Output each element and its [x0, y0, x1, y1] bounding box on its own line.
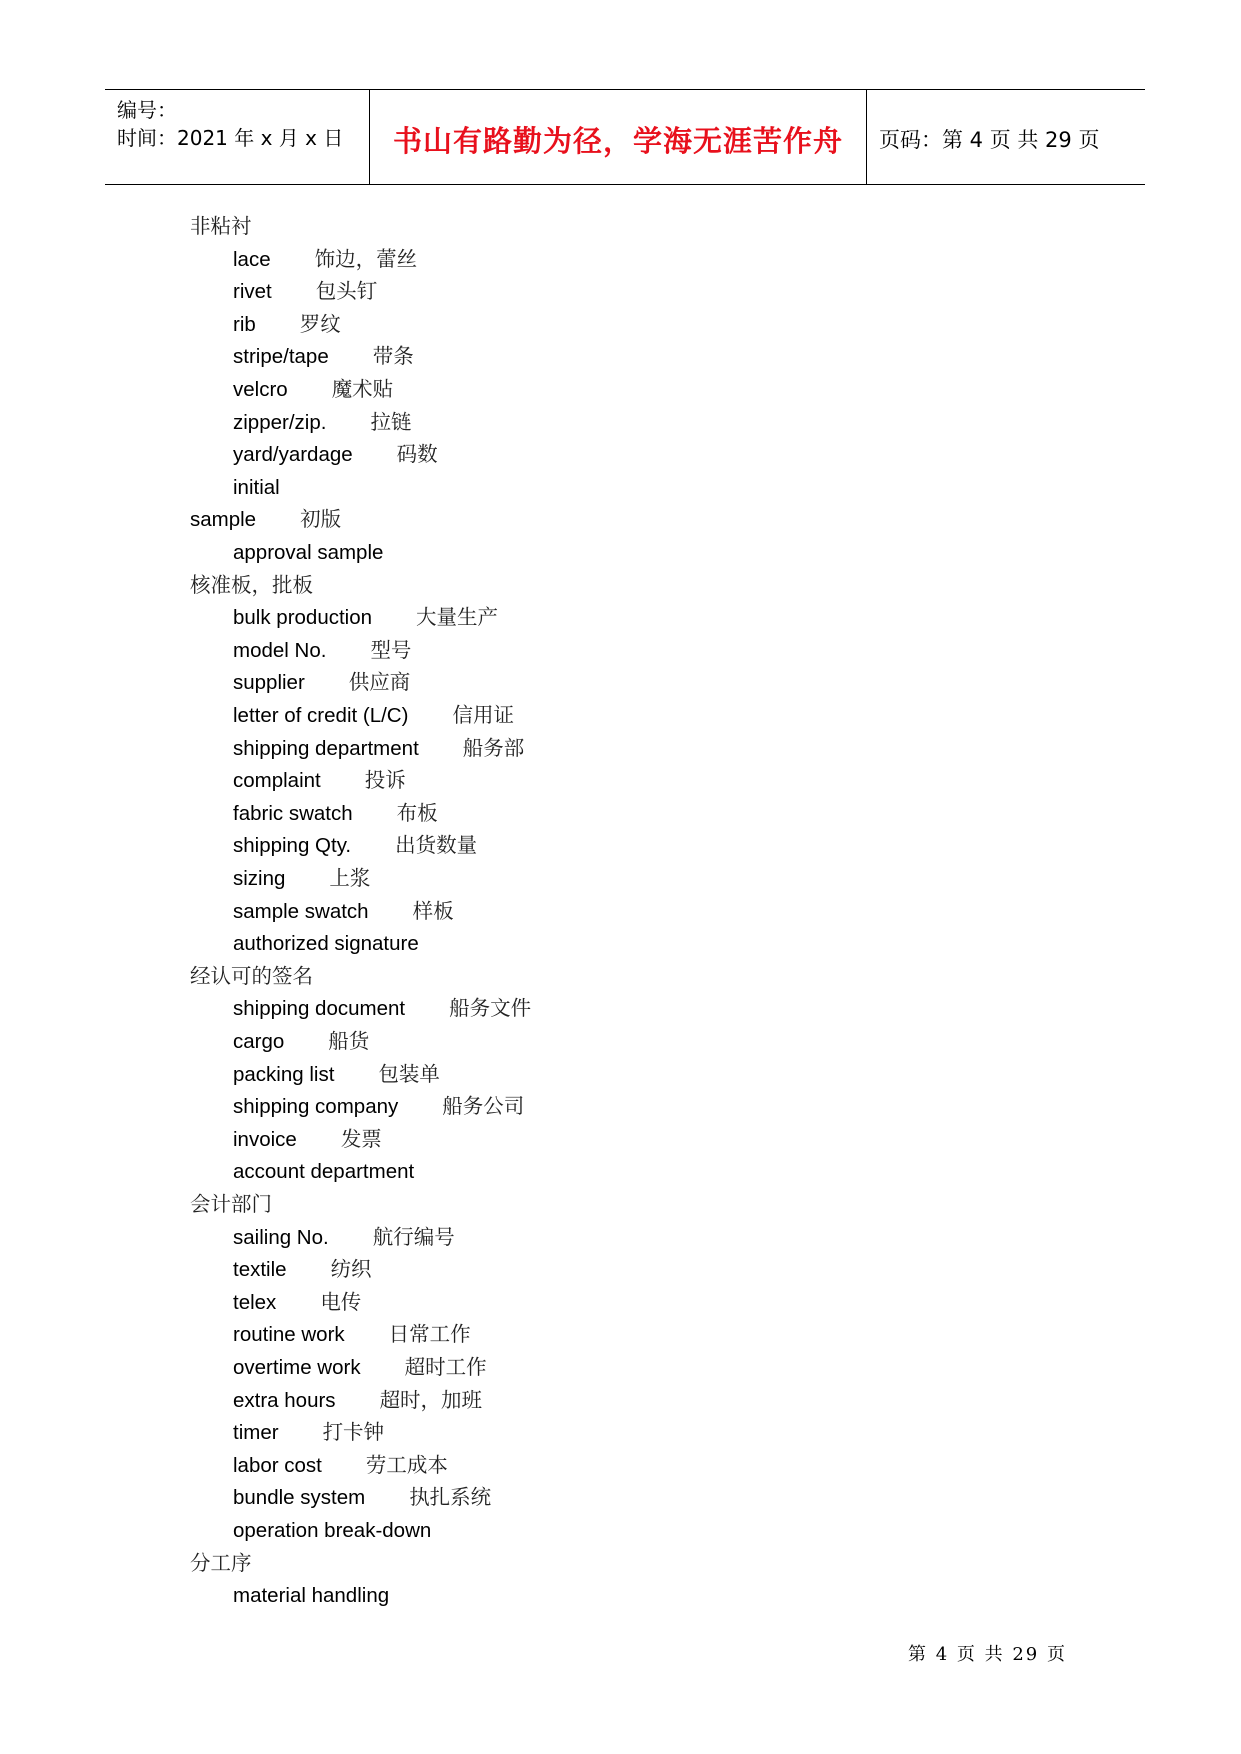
term-english: operation break-down	[233, 1519, 432, 1542]
term-english: rib	[233, 312, 256, 336]
term-english: material handling	[233, 1584, 390, 1608]
glossary-line	[233, 1416, 384, 1449]
term-english: shipping document	[233, 997, 406, 1021]
glossary-line	[190, 503, 341, 536]
glossary-line	[233, 1123, 382, 1156]
term-chinese: 船务公司	[442, 1094, 525, 1119]
document-number-label: 编号：	[117, 98, 177, 122]
term-english: velcro	[233, 378, 288, 401]
term-chinese: 会计部门	[190, 1192, 272, 1216]
glossary-line	[233, 1351, 487, 1384]
glossary-line	[233, 1384, 482, 1417]
term-chinese: 样板	[412, 898, 454, 923]
term-chinese: 包头钉	[315, 279, 378, 304]
glossary-line	[190, 569, 313, 602]
motto-text: 书山有路勤为径，学海无涯苦作舟	[392, 124, 843, 158]
glossary-line	[233, 340, 414, 373]
term-chinese: 航行编号	[372, 1224, 455, 1249]
header-page-cell	[867, 90, 1145, 184]
glossary-line	[233, 732, 524, 765]
term-chinese: 投诉	[364, 768, 406, 793]
term-chinese: 拉链	[370, 409, 412, 434]
glossary-line	[233, 275, 377, 308]
glossary-line	[233, 243, 417, 276]
glossary-line	[233, 308, 341, 341]
glossary-line	[233, 1221, 455, 1254]
glossary-line	[233, 829, 477, 862]
term-chinese: 执扎系统	[409, 1485, 492, 1510]
term-chinese: 电传	[320, 1289, 362, 1314]
term-chinese: 魔术贴	[331, 377, 394, 401]
glossary-line	[233, 927, 419, 960]
term-english: labor cost	[233, 1453, 322, 1477]
term-chinese: 型号	[370, 637, 412, 662]
header-motto-cell	[370, 90, 867, 184]
glossary-line	[233, 1579, 389, 1612]
glossary-line	[233, 1025, 369, 1058]
term-english: invoice	[233, 1127, 297, 1151]
term-chinese: 罗纹	[299, 311, 341, 336]
term-chinese: 包装单	[378, 1061, 440, 1086]
glossary-line	[190, 1547, 252, 1580]
header-meta-cell	[105, 90, 370, 184]
glossary-line	[233, 438, 438, 471]
term-english: sailing No.	[233, 1225, 329, 1249]
term-english: rivet	[233, 280, 272, 304]
glossary-line	[233, 536, 383, 569]
term-chinese: 经认可的签名	[190, 963, 313, 988]
term-english: packing list	[233, 1062, 335, 1086]
term-english: extra hours	[233, 1388, 336, 1412]
term-english: shipping department	[233, 736, 419, 760]
glossary-line	[233, 862, 370, 895]
term-english: model No.	[233, 638, 327, 662]
glossary-line	[233, 601, 498, 634]
document-header	[105, 89, 1145, 185]
term-english: lace	[233, 247, 271, 271]
glossary-line	[233, 895, 454, 928]
term-chinese: 带条	[372, 344, 414, 369]
term-chinese: 分工序	[190, 1550, 252, 1575]
term-english: complaint	[233, 769, 321, 793]
term-english: bundle system	[233, 1486, 366, 1510]
term-english: cargo	[233, 1030, 285, 1053]
term-chinese: 发票	[340, 1126, 382, 1151]
term-english: shipping company	[233, 1095, 399, 1119]
term-english: initial	[233, 475, 280, 499]
glossary-line	[233, 373, 393, 406]
document-time-label: 时间：2021 年 x 月 x 日	[117, 126, 344, 150]
term-chinese: 初版	[300, 507, 342, 532]
term-chinese: 日常工作	[388, 1322, 471, 1347]
glossary-line	[190, 1188, 272, 1221]
term-chinese: 船务部	[462, 735, 525, 760]
glossary-line	[233, 699, 514, 732]
glossary-line	[233, 1514, 431, 1547]
glossary-line	[190, 210, 252, 243]
term-english: approval sample	[233, 541, 384, 564]
term-english: bulk production	[233, 606, 373, 630]
term-chinese: 船货	[328, 1029, 370, 1053]
term-english: shipping Qty.	[233, 834, 352, 858]
page-footer: 第 4 页 共 29 页	[908, 1644, 1067, 1665]
term-chinese: 大量生产	[416, 605, 499, 630]
term-chinese: 信用证	[452, 703, 514, 727]
glossary-line	[233, 1449, 448, 1482]
term-english: routine work	[233, 1323, 345, 1347]
glossary-line	[233, 764, 406, 797]
glossary-line	[233, 992, 531, 1025]
glossary-line	[233, 1253, 372, 1286]
term-english: fabric swatch	[233, 801, 353, 825]
glossary-line	[233, 1318, 471, 1351]
term-chinese: 布板	[396, 800, 438, 825]
term-english: timer	[233, 1421, 279, 1445]
term-english: stripe/tape	[233, 345, 329, 369]
glossary-line	[190, 960, 313, 993]
term-english: telex	[233, 1290, 277, 1314]
term-chinese: 非粘衬	[190, 214, 252, 238]
glossary-line	[233, 1058, 440, 1091]
term-english: authorized signature	[233, 932, 419, 956]
term-chinese: 劳工成本	[365, 1452, 448, 1477]
term-chinese: 饰边，蕾丝	[314, 246, 418, 271]
term-chinese: 供应商	[348, 670, 411, 695]
term-chinese: 船务文件	[449, 996, 532, 1021]
glossary-line	[233, 1286, 361, 1319]
glossary-line	[233, 471, 280, 504]
term-chinese: 码数	[396, 442, 438, 467]
term-english: letter of credit (L/C)	[233, 704, 409, 727]
header-page-info: 页码：第 4 页 共 29 页	[879, 128, 1100, 152]
term-chinese: 超时，加班	[379, 1387, 483, 1412]
term-english: zipper/zip.	[233, 410, 327, 434]
term-english: account department	[233, 1160, 415, 1184]
term-english: sample	[190, 508, 257, 532]
term-chinese: 上浆	[329, 866, 371, 890]
glossary-line	[233, 634, 411, 667]
term-chinese: 出货数量	[395, 833, 478, 858]
glossary-line	[233, 1090, 524, 1123]
term-chinese: 纺织	[330, 1257, 372, 1282]
term-english: supplier	[233, 671, 305, 695]
glossary-line	[233, 1155, 414, 1188]
term-english: overtime work	[233, 1356, 361, 1379]
glossary-line	[233, 1481, 491, 1514]
glossary-line	[233, 797, 438, 830]
term-english: textile	[233, 1258, 287, 1282]
term-chinese: 打卡钟	[322, 1420, 385, 1445]
term-english: sample swatch	[233, 899, 369, 923]
term-chinese: 超时工作	[404, 1355, 487, 1379]
glossary-line	[233, 406, 411, 439]
glossary-line	[233, 666, 410, 699]
term-english: sizing	[233, 867, 286, 890]
term-english: yard/yardage	[233, 443, 353, 467]
term-chinese: 核准板，批板	[190, 572, 313, 597]
